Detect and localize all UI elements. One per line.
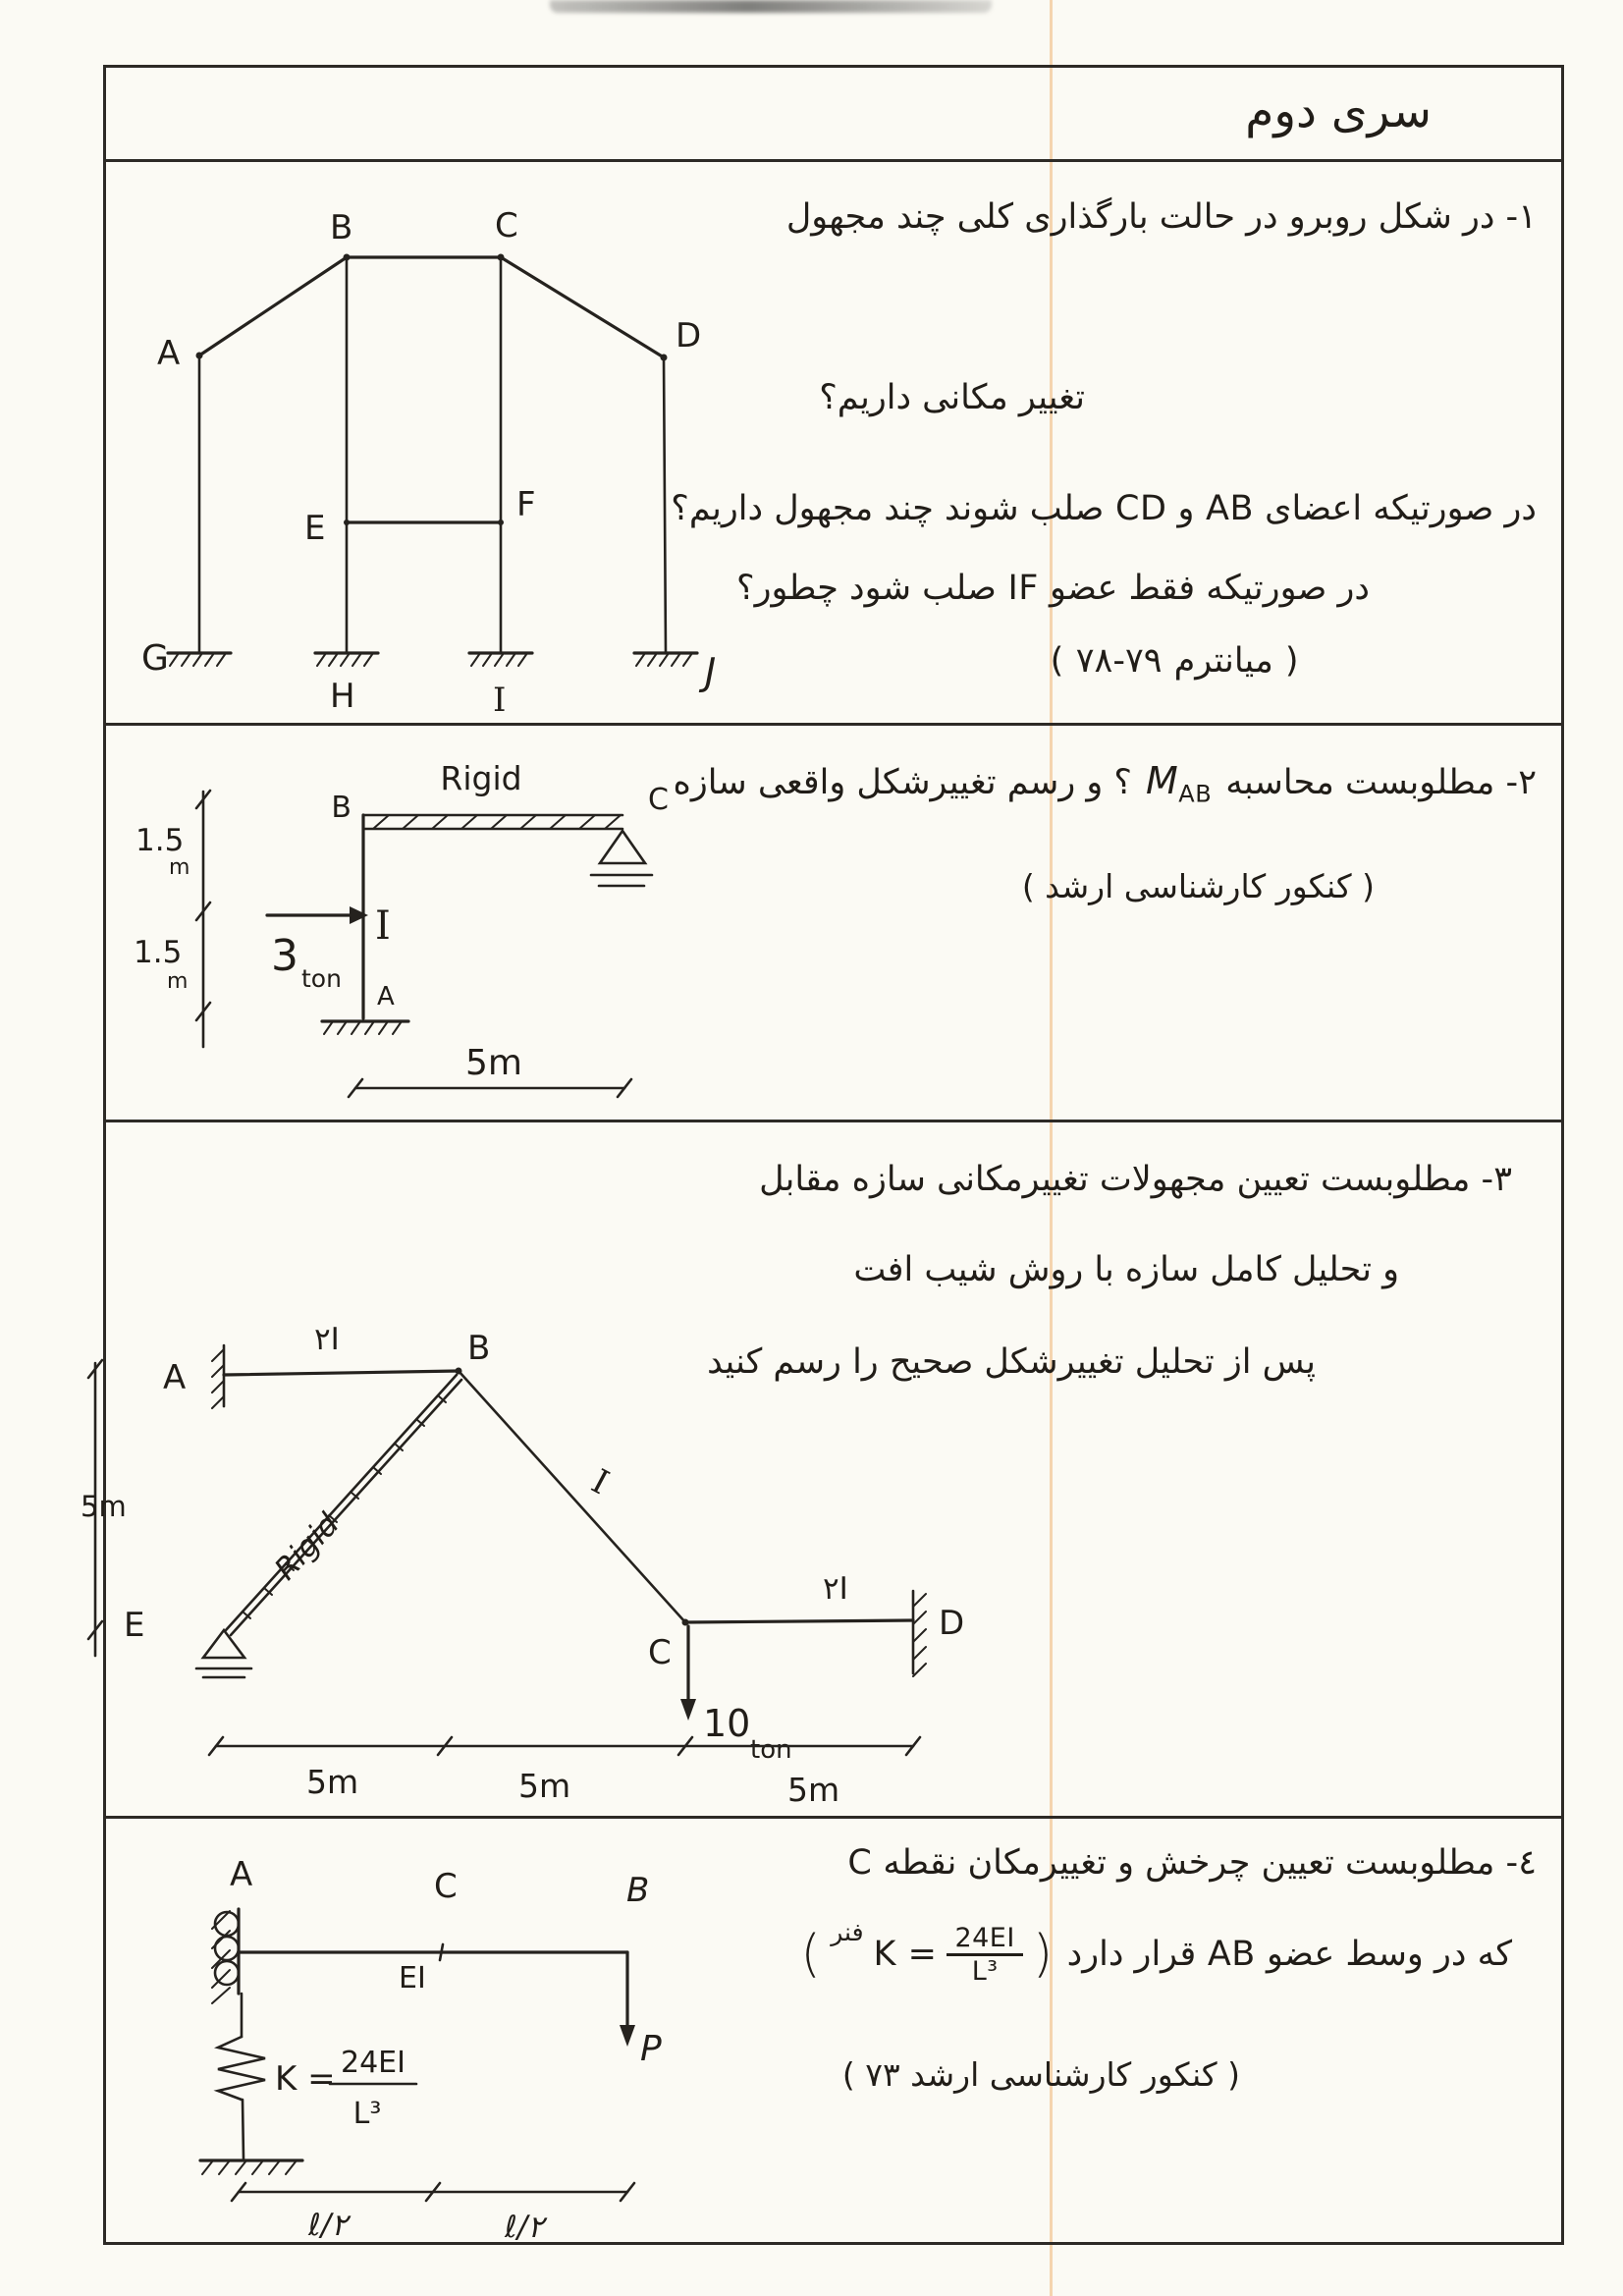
p1-exam-word: میانترم [1173, 641, 1273, 681]
p3-frame-diagram [79, 1306, 982, 1817]
p3-dim-span3: 5m [787, 1771, 840, 1809]
p1-node-label-g: G [141, 638, 169, 679]
p3-line2: و تحلیل کامل سازه با روش شیب افت [853, 1250, 1399, 1289]
p2-load-arrow [267, 906, 368, 924]
p1-node-label-e: E [304, 509, 326, 548]
p4-beam-stiffness-label: EI [399, 1961, 426, 1995]
p2-load-unit: ton [301, 964, 342, 993]
p4-line2-a: که در وسط عضو AB قرار دارد [1066, 1934, 1512, 1974]
p2-dim-5m: 5m [465, 1043, 522, 1083]
p4-load-label: P [640, 2029, 662, 2069]
p2-column-inertia-label: I [375, 903, 391, 949]
p1-line4: در صورتیکه فقط عضو IF صلب شود چطور؟ [736, 569, 1370, 608]
p4-beam-spring-diagram [128, 1846, 687, 2245]
p1-node-label-a: A [157, 334, 181, 373]
p4-node-label-b: B [626, 1871, 650, 1910]
p3-vertical-dimension [81, 1360, 127, 1656]
border-header-divider [103, 159, 1564, 162]
p4-line2 [800, 1918, 1512, 1988]
border-divider-p1-p2 [103, 723, 1564, 726]
p3-line3: پس از تحلیل تغییرشکل صحیح را رسم کنید [707, 1342, 1316, 1382]
p2-frame-diagram [128, 746, 677, 1115]
p3-member-cd-inertia: ۲I [823, 1571, 848, 1607]
p2-line1-a: ۲- مطلوبست محاسبه [1225, 762, 1537, 802]
p2-dim-1-5-upper: 1.5 [135, 823, 185, 858]
p2-dim-m-lower: m [167, 969, 189, 994]
p1-fixed-supports [168, 653, 697, 666]
p2-node-label-a: A [377, 982, 395, 1011]
p1-node-label-f: F [516, 485, 536, 524]
p2-rigid-label: Rigid [440, 759, 522, 797]
p3-load-arrow [680, 1626, 696, 1721]
p3-wall-support-d [913, 1591, 926, 1676]
p4-spring-word: فنر [831, 1918, 864, 1946]
p2-fixed-support [322, 1021, 408, 1034]
p4-spring [218, 1994, 265, 2159]
p3-line1: ۳- مطلوبست تعیین مجهولات تغییرمکانی سازه مقابل [759, 1160, 1512, 1199]
p4-paren-open: ( [800, 1925, 822, 1985]
p2-rigid-beam [363, 815, 622, 829]
p4-dim-seg1: ℓ/۲ [308, 2208, 348, 2243]
p1-node-label-b: B [330, 208, 353, 247]
p3-load-value: 10 [703, 1702, 751, 1745]
p3-member-cd [685, 1620, 913, 1622]
p3-node-label-c: C [648, 1633, 672, 1672]
p1-node-label-j: J [705, 650, 717, 693]
p2-node-label-c: C [648, 783, 669, 817]
p3-member-bc-inertia: I [584, 1461, 616, 1503]
p2-line1 [674, 758, 1538, 809]
p3-dim-5m-vertical: 5m [81, 1490, 127, 1523]
p4-spring-ground [200, 2160, 302, 2174]
p3-horizontal-dimension [209, 1737, 920, 1809]
p4-node-label-a: A [230, 1855, 253, 1894]
p2-moment-formula: $M_{AB}$ [1146, 759, 1213, 808]
p4-midpoint-tick [440, 1944, 443, 1960]
p4-line1: ٤- مطلوبست تعیین چرخش و تغییرمکان نقطه C [847, 1843, 1537, 1883]
p3-member-ab-inertia: ۲I [314, 1322, 340, 1357]
page-title: سری دوم [1245, 84, 1432, 138]
p4-k-lhs: K = [873, 1934, 938, 1974]
p4-dim-seg2: ℓ/۲ [505, 2210, 544, 2245]
p1-line5 [1051, 640, 1299, 683]
border-top [103, 65, 1564, 68]
p3-rigid-label: Rigid [267, 1506, 347, 1588]
p3-pin-support-e [196, 1630, 251, 1677]
p1-line1: ۱- در شکل روبرو در حالت بارگذاری کلی چند مجهول [785, 197, 1537, 237]
p1-frame-diagram [137, 191, 746, 720]
p1-joints [196, 254, 668, 526]
p1-line2: تغییر مکانی داریم؟ [819, 378, 1085, 417]
p1-node-label-c: C [495, 206, 518, 246]
p1-exam-years: ۷۸-۷۹ [1075, 641, 1163, 681]
p2-dim-1-5-lower: 1.5 [134, 935, 183, 970]
p2-line1-b: ؟ و رسم تغییرشکل واقعی سازه [673, 762, 1132, 802]
p1-members [199, 257, 666, 653]
border-right [1561, 65, 1564, 2245]
p2-roller-support [591, 831, 652, 886]
p3-member-ab [224, 1371, 459, 1375]
p4-diagram-k-lhs: K = [275, 2059, 336, 2099]
p1-node-label-i: I [493, 681, 507, 720]
border-left [103, 65, 106, 2245]
p3-node-label-a: A [163, 1358, 187, 1397]
p3-member-bc [459, 1371, 685, 1622]
p1-line3: در صورتیکه اعضای AB و CD صلب شوند چند مجهول داریم؟ [671, 489, 1537, 528]
p3-dim-span2: 5m [518, 1767, 571, 1805]
p3-node-label-d: D [939, 1604, 965, 1643]
p2-line2: ( کنکور کارشناسی ارشد ) [1021, 867, 1375, 905]
border-divider-p2-p3 [103, 1120, 1564, 1122]
svg-text:24EI: 24EI [341, 2046, 406, 2080]
p2-vertical-dimension [134, 791, 210, 1047]
p3-wall-support-a [212, 1345, 224, 1408]
p4-diagram-k-fraction [330, 2046, 416, 2131]
p3-node-label-e: E [124, 1606, 145, 1645]
p3-dim-span1: 5m [306, 1763, 359, 1801]
scan-smudge [550, 0, 992, 13]
p2-dim-m-upper: m [169, 855, 190, 880]
p4-horizontal-dimension [232, 2183, 634, 2245]
p1-exam-paren-open: ( [1050, 641, 1064, 681]
p4-node-label-c: C [434, 1867, 458, 1906]
p2-horizontal-dimension [349, 1043, 631, 1097]
p2-node-label-b: B [331, 791, 352, 825]
p4-load-arrow [620, 1952, 635, 2047]
svg-text:L³: L³ [352, 2097, 382, 2131]
p1-node-label-h: H [330, 677, 355, 716]
p3-rigid-member [226, 1375, 461, 1635]
p3-load-unit: ton [750, 1735, 792, 1765]
p2-load-value: 3 [271, 931, 298, 981]
p4-roller-wall-support [212, 1909, 239, 2003]
p4-paren-close: ) [1032, 1925, 1054, 1985]
p3-node-label-b: B [467, 1329, 491, 1368]
p1-node-label-d: D [676, 316, 702, 355]
p4-line3: ( کنکور کارشناسی ارشد ۷۳ ) [841, 2055, 1240, 2094]
p4-spring-note [800, 1918, 1054, 1988]
p4-k-fraction: $\frac{24EI}{\text{L³}}$ [947, 1923, 1022, 1987]
p1-exam-paren-close: ) [1284, 641, 1299, 681]
